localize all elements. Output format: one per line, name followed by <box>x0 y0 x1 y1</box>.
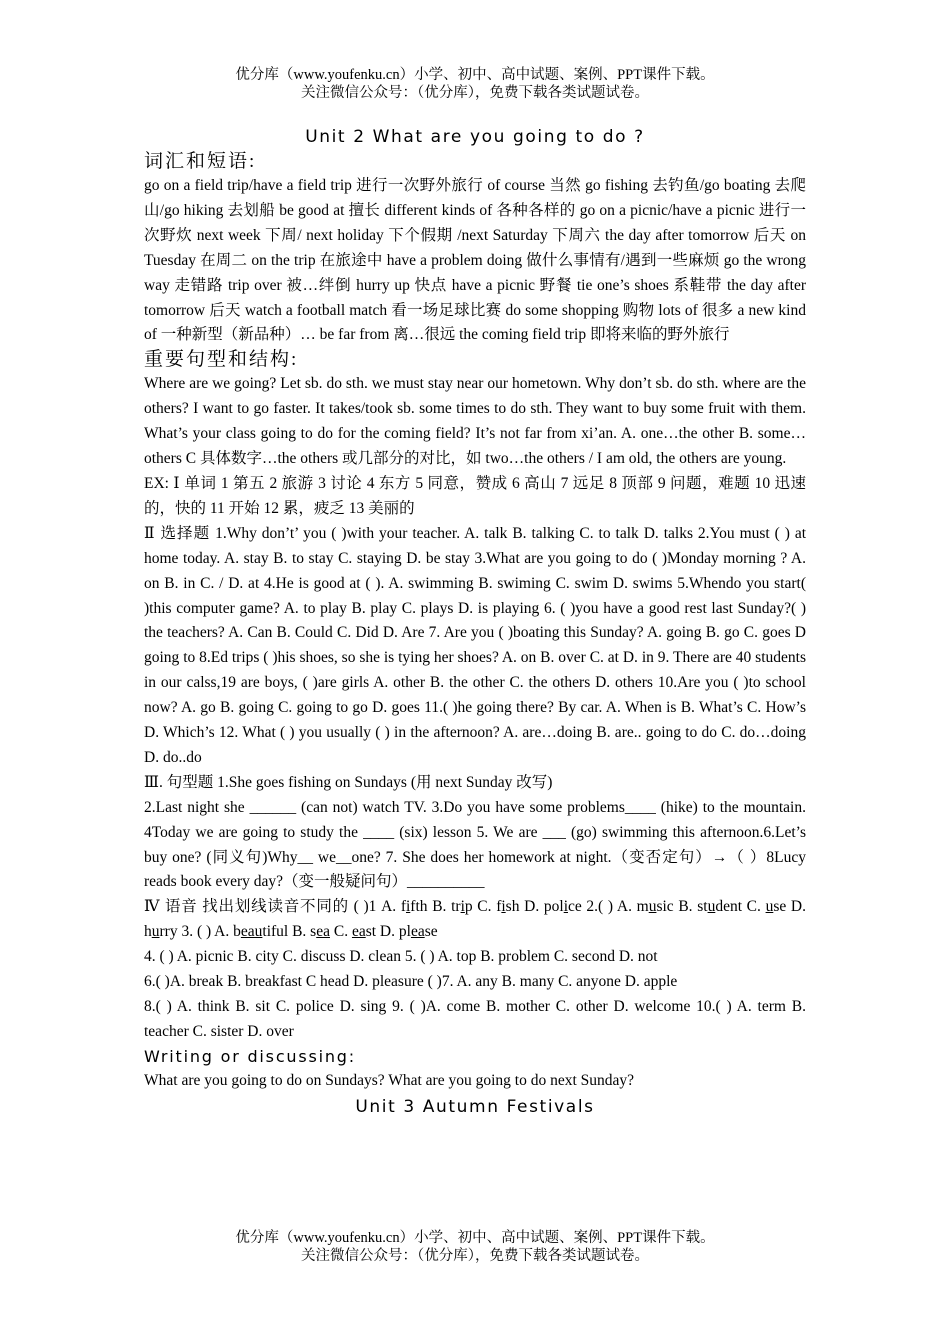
page-header <box>0 66 950 102</box>
phon-underline: ea <box>410 923 425 941</box>
phon-underline: eau <box>240 923 263 941</box>
phon-underline: u <box>151 923 160 941</box>
phon-text: sh D. pol <box>505 898 564 916</box>
phon-text: tiful B. s <box>262 923 317 941</box>
phon-intro: Ⅳ 语音 找出划线读音不同的 ( )1 A. f <box>144 898 406 916</box>
unit-title: Unit 2 What are you going to do ? <box>305 127 645 147</box>
exercise-phonetics <box>144 895 806 945</box>
writing-heading: Writing or discussing: <box>144 1046 356 1066</box>
phon-text: fth B. tr <box>410 898 461 916</box>
phon-underline: u <box>707 898 716 916</box>
phon-text: st D. pl <box>365 923 411 941</box>
phon-text: C. <box>329 923 352 941</box>
phon-text: rry 3. ( ) A. b <box>159 923 241 941</box>
writing-text: What are you going to do on Sundays? What are you going to do next Sunday? <box>144 1071 635 1089</box>
phon-underline: i <box>405 898 411 916</box>
exercise-transform-text: 2.Last night she ______ (can not) watch TV. 3.Do you have some problems____ (hike) to the mountain. 4Today we are going to study the ____ (six) lesson 5. We are ___ (go) swimming this afternoon.6.Let’s buy one? (同义句)Why__ we__one? 7. She does her homework at night.（变否定句）→（ ）8Lucy reads book every day?（变一般疑问句）__________ <box>144 798 806 891</box>
phon-text: se D. h <box>144 898 806 941</box>
exercise-phonetics-8: 8.( ) A. think B. sit C. police D. sing 9. ( )A. come B. mother C. other D. welcome 10.( ) A. term B. teacher C. sister D. over <box>144 998 806 1040</box>
sentences-heading: 重要句型和结构: <box>144 349 299 371</box>
vocab-text: go on a field trip/have a field trip 进行一次野外旅行 of course 当然 go fishing 去钓鱼/go boating 去爬山/go hiking 去划船 be good at 擅长 different kinds of 各种各样的 go on a picnic/have a picnic 进行一次野炊 next week 下周/ next holiday 下个假期 /next Saturday 下周六 the day after tomorrow 后天 on Tuesday 在周二 on the trip 在旅途中 have a problem doing 做什么事情有/遇到一些麻烦 go the wrong way 走错路 trip over 被…绊倒 hurry up 快点 have a picnic 野餐 tie one’s shoes 系鞋带 the day after tomorrow 后天 watch a football match 看一场足球比赛 do some shopping 购物 lots of 很多 a new kind of 一种新型（新品种）… be far from 离…很远 the coming field trip 即将来临的野外旅行 <box>144 177 806 344</box>
header-line-1: 优分库（www.youfenku.cn）小学、初中、高中试题、案例、PPT课件下载。 <box>235 67 715 83</box>
exercise-words: EX: Ⅰ 单词 1 第五 2 旅游 3 讨论 4 东方 5 同意，赞成 6 高山 7 远足 8 顶部 9 问题，难题 10 迅速的，快的 11 开始 12 累，疲乏 13 美丽的 <box>144 474 806 517</box>
phon-text: dent C. <box>715 898 766 916</box>
phon-underline: ea <box>316 923 330 941</box>
document-body <box>144 124 806 1120</box>
phon-text: ce 2.( ) A. m <box>568 898 649 916</box>
exercise-choice: Ⅱ 选择题 1.Why don’t’ you ( )with your teacher. A. talk B. talking C. to talk D. talks 2.You must ( ) at home today. A. stay B. to stay C. staying D. be stay 3.What are you going to do ( )Monday morning ? A. on B. in C. / D. at 4.He is good at ( ). A. swimming B. swiming C. swim D. swims 5.Whendo you start( )this computer game? A. to play B. play C. plays D. is playing 6. ( )you have a good rest last Sunday?( ) the teachers? A. Can B. Could C. Did D. Are 7. Are you ( )boating this Sunday? A. going B. go C. goes D going to 8.Ed trips ( )his shoes, so she is tying her shoes? A. on B. over C. at D. in 9. There are 40 students in our calss,19 are boys, ( )are girls A. other B. the other C. the others D. others 10.Are you ( )to school now? A. go B. going C. going to go D. goes 11.( )he going there? By car. A. When is B. What’s C. How’s D. Which’s 12. What ( ) you usually ( ) in the afternoon? A. are…doing B. are.. going to do C. do…doing D. do..do <box>144 524 806 766</box>
page-footer <box>0 1229 950 1265</box>
footer-line-1: 优分库（www.youfenku.cn）小学、初中、高中试题、案例、PPT课件下载。 <box>235 1230 715 1246</box>
phon-underline: i <box>501 898 506 916</box>
exercise-phonetics-4: 4. ( ) A. picnic B. city C. discuss D. clean 5. ( ) A. top B. problem C. second D. not <box>144 948 658 966</box>
exercise-phonetics-6: 6.( )A. break B. breakfast C head D. pleasure ( )7. A. any B. many C. anyone D. apple <box>144 973 678 991</box>
phon-underline: i <box>460 898 465 916</box>
phon-text: sic B. st <box>656 898 708 916</box>
sentences-text: Where are we going? Let sb. do sth. we must stay near our hometown. Why don’t sb. do sth. where are the others? I want to go faster. It takes/took sb. some times to do sth. They want to buy some fruit with them. What’s your class going to do for the coming field? It’s not far from xi’an. A. one…the other B. some…others C 具体数字…the others 或几部分的对比，如 two…the others / I am old, the others are young. <box>144 375 806 468</box>
phon-underline: ea <box>351 923 366 941</box>
vocab-heading: 词汇和短语: <box>144 151 257 172</box>
phon-underline: u <box>765 898 774 916</box>
phon-underline: i <box>563 898 568 916</box>
footer-line-2: 关注微信公众号：（优分库），免费下载各类试题试卷。 <box>301 1248 649 1264</box>
header-line-2: 关注微信公众号：（优分库），免费下载各类试题试卷。 <box>301 85 649 101</box>
next-unit-title: Unit 3 Autumn Festivals <box>355 1096 595 1117</box>
exercise-transform-1: Ⅲ. 句型题 1.She goes fishing on Sundays (用 next Sunday 改写) <box>144 773 553 791</box>
phon-text: se <box>424 923 438 941</box>
phon-underline: u <box>648 898 657 916</box>
phon-text: p C. f <box>464 898 502 916</box>
